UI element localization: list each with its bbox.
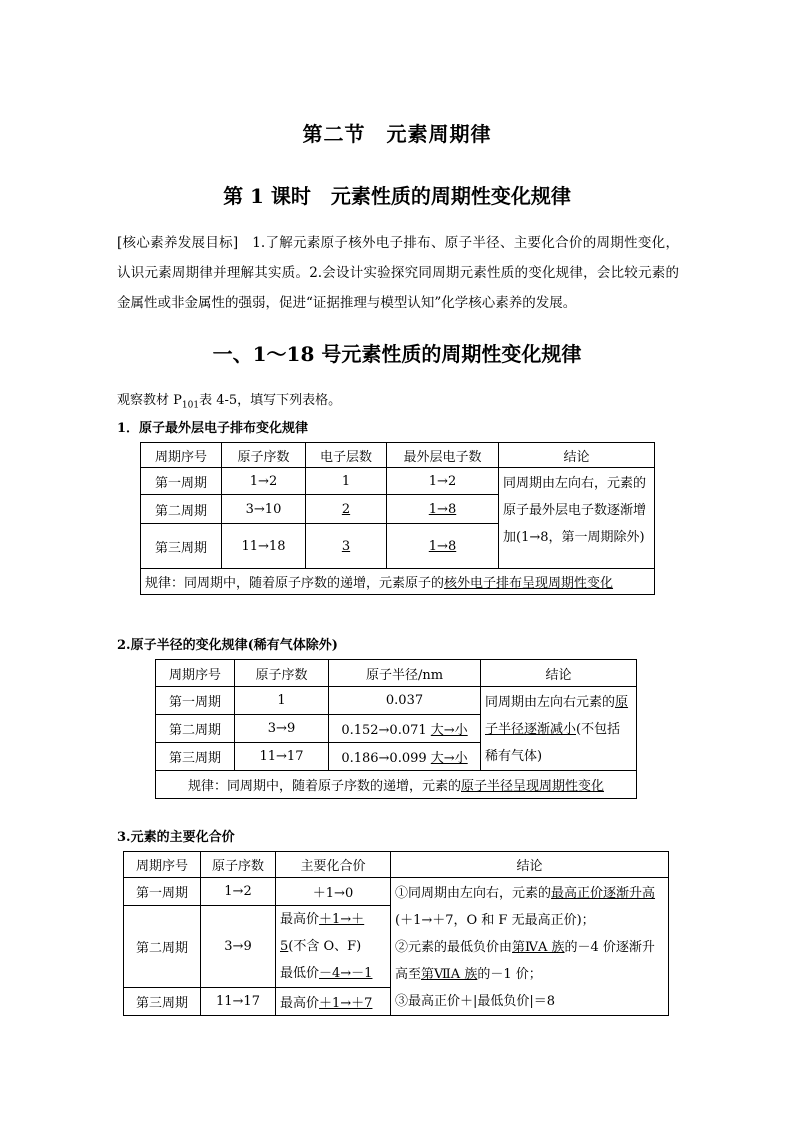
conclusion-1 [395, 880, 664, 934]
cell: 3→9 [201, 906, 276, 988]
neg-answer: －4→－1 [319, 966, 373, 981]
cell: 第二周期 [141, 495, 222, 524]
cell: 第一周期 [156, 687, 235, 715]
answer-cell: 2 [306, 495, 387, 524]
cell [276, 988, 391, 1016]
cell: 第三周期 [141, 524, 222, 569]
header-radius: 原子半径/nm [329, 660, 481, 687]
rule-answer: 原子半径呈现周期性变化 [461, 779, 605, 794]
table1-rule [141, 569, 655, 595]
radius-range: 0.152→0.071 [341, 723, 431, 738]
cell: 1 [306, 468, 387, 495]
rule-text: 规律：同周期中，随着原子序数的递增，元素的 [187, 779, 461, 794]
header-period: 周期序号 [156, 660, 235, 687]
rule-text: 规律：同周期中，随着原子序数的递增，元素原子的 [145, 576, 445, 591]
radius-range: 0.186→0.099 [341, 751, 431, 766]
core-literacy-goals [117, 228, 679, 318]
table-row [156, 687, 637, 715]
cell: 11→17 [235, 743, 329, 771]
header-atomic-number: 原子序数 [222, 443, 306, 468]
pos-prefix: 最高价 [280, 912, 320, 927]
pos-note: (不含 O、F) [288, 939, 362, 954]
cell: ＋1→0 [276, 878, 391, 906]
table2-conclusion [481, 687, 637, 771]
section-heading: 一、1～18 号元素性质的周期性变化规律 [212, 342, 582, 366]
table3-conclusion [391, 878, 669, 1016]
electron-table [140, 442, 655, 595]
pos-answer: ＋1→＋7 [319, 996, 373, 1011]
header-conclusion: 结论 [391, 852, 669, 878]
c1-text: ①同周期由左向右，元素的 [395, 886, 552, 901]
cell: 11→17 [201, 988, 276, 1016]
header-conclusion: 结论 [499, 443, 655, 468]
cell: 3→9 [235, 715, 329, 743]
observe-suffix: 表 4-5，填写下列表格。 [199, 393, 342, 408]
table-row [141, 468, 655, 495]
c1-note: (＋1→＋7，O 和 F 无最高正价)； [395, 913, 595, 928]
conclusion-3: ③最高正价＋|最低负价|＝8 [395, 994, 556, 1009]
header-valence: 主要化合价 [276, 852, 391, 878]
answer-cell: 1→8 [387, 495, 499, 524]
cell: 3→10 [222, 495, 306, 524]
cell: 1→2 [201, 878, 276, 906]
cell: 第一周期 [141, 468, 222, 495]
rule-answer: 核外电子排布呈现周期性变化 [444, 576, 614, 591]
header-conclusion: 结论 [481, 660, 637, 687]
cell [329, 715, 481, 743]
answer-cell: 3 [306, 524, 387, 569]
conclusion-text: 同周期由左向右元素的 [485, 695, 616, 710]
header-shells: 电子层数 [306, 443, 387, 468]
cell: 1→2 [387, 468, 499, 495]
section-title: 第二节 元素周期律 [302, 122, 492, 146]
goals-tag: [核心素养发展目标] [117, 235, 239, 251]
pos-answer: ＋1→＋5 [280, 912, 365, 954]
cell: 1→2 [222, 468, 306, 495]
neg-prefix: 最低价 [280, 966, 320, 981]
observe-prefix: 观察教材 P [117, 393, 182, 408]
cell: 0.037 [329, 687, 481, 715]
valence-table [123, 851, 669, 1016]
table2-rule [156, 771, 637, 799]
table1-caption: 1．原子最外层电子排布变化规律 [117, 421, 309, 436]
cell: 1 [235, 687, 329, 715]
c2-answer-2: 第ⅦA 族 [421, 967, 478, 982]
table3-caption: 3.元素的主要化合价 [117, 830, 235, 845]
radius-table [155, 659, 637, 799]
c2-text-2: 的－4 价逐渐升高至 [395, 940, 655, 982]
cell [329, 743, 481, 771]
c1-answer: 最高正价逐渐升高 [551, 886, 656, 901]
c2-text: ②元素的最低负价由 [395, 940, 513, 955]
header-outer-electrons: 最外层电子数 [387, 443, 499, 468]
answer-cell: 1→8 [387, 524, 499, 569]
radius-answer: 大→小 [430, 751, 468, 766]
header-atomic-number: 原子序数 [235, 660, 329, 687]
table-row [141, 569, 655, 595]
radius-answer: 大→小 [430, 723, 468, 738]
table-row [156, 771, 637, 799]
header-period: 周期序号 [124, 852, 201, 878]
observe-instruction [117, 389, 341, 411]
c2-answer-1: 第ⅣA 族 [512, 940, 565, 955]
cell: 11→18 [222, 524, 306, 569]
lesson-title: 第 1 课时 元素性质的周期性变化规律 [223, 184, 571, 208]
cell: 第一周期 [124, 878, 201, 906]
cell: 第二周期 [124, 906, 201, 988]
conclusion-note: (不包括稀有气体) [485, 722, 621, 764]
cell [276, 906, 391, 988]
header-atomic-number: 原子序数 [201, 852, 276, 878]
conclusion-answer: 原子半径逐渐减小 [485, 695, 629, 737]
neg-valence [280, 960, 386, 987]
cell: 第三周期 [124, 988, 201, 1016]
goals-text: 1.了解元素原子核外电子排布、原子半径、主要化合价的周期性变化，认识元素周期律并理解其实质。2.会设计实验探究同周期元素性质的变化规律，会比较元素的金属性或非金属性的强弱，促进“证据推理与模型认知”化学核心素养的发展。 [117, 235, 679, 311]
conclusion-2 [395, 934, 664, 988]
c2-text-3: 的－1 价； [477, 967, 542, 982]
observe-page: 101 [181, 400, 200, 411]
header-period: 周期序号 [141, 443, 222, 468]
table2-caption: 2.原子半径的变化规律(稀有气体除外) [117, 638, 338, 653]
pos-prefix: 最高价 [280, 996, 320, 1011]
cell: 第二周期 [156, 715, 235, 743]
pos-valence [280, 906, 386, 960]
table1-conclusion: 同周期由左向右，元素的原子最外层电子数逐渐增加(1→8，第一周期除外) [499, 468, 655, 569]
cell: 第三周期 [156, 743, 235, 771]
table-row [124, 878, 669, 906]
